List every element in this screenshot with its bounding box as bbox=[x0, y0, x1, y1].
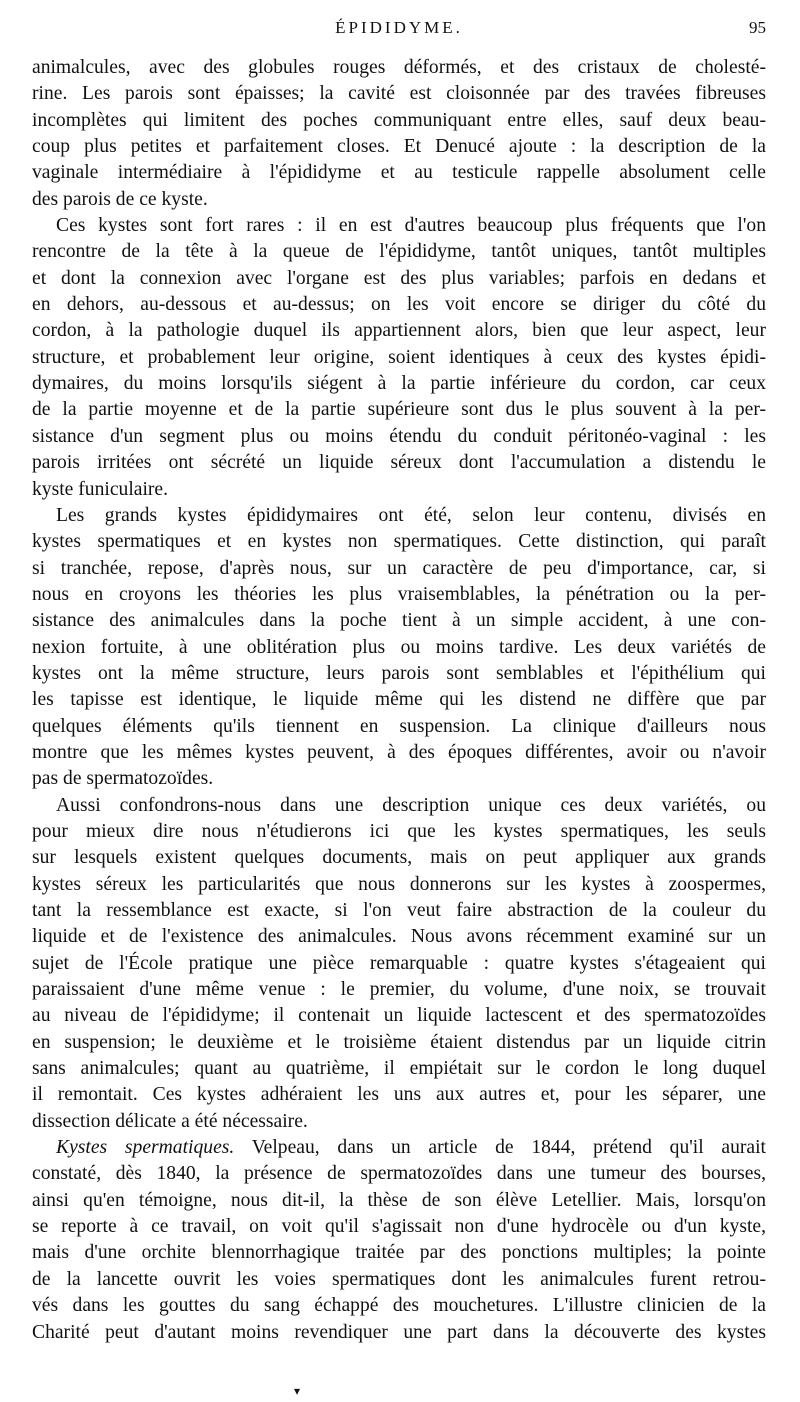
text-line bbox=[32, 582, 766, 608]
text-line bbox=[32, 819, 766, 845]
text-line-content: incomplètes qui limitent des poches communiquant entre elles, sauf deux beau- bbox=[32, 109, 766, 131]
text-line bbox=[32, 477, 766, 503]
text-line bbox=[32, 1293, 766, 1319]
text-line-content: nexion fortuite, à une oblitération plus ou moins tardive. Les deux variétés de bbox=[32, 636, 766, 658]
text-line bbox=[32, 318, 766, 344]
text-line bbox=[32, 1188, 766, 1214]
text-line-content: nous en croyons les théories les plus vraisemblables, la pénétration ou la per- bbox=[32, 583, 766, 605]
text-line bbox=[32, 424, 766, 450]
text-line-content: animalcules, avec des globules rouges déformés, et des cristaux de cholesté- bbox=[32, 57, 766, 78]
text-line-content: vaginale intermédiaire à l'épididyme et au testicule rappelle absolument celle bbox=[32, 162, 766, 184]
text-line-content: de la partie moyenne et de la partie supérieure sont dus le plus souvent à la per- bbox=[32, 399, 766, 421]
text-line bbox=[32, 1320, 766, 1346]
text-line-content: Ces kystes sont fort rares : il en est d'autres beaucoup plus fréquents que l'on bbox=[56, 215, 766, 237]
text-line-content: sans animalcules; quant au quatrième, il empiétait sur le cordon le long duquel bbox=[32, 1058, 766, 1080]
text-line-content: cordon, à la pathologie duquel ils appartiennent alors, bien que leur aspect, leur bbox=[32, 320, 766, 342]
text-line-content: si tranchée, repose, d'après nous, sur un caractère de peu d'importance, car, si bbox=[32, 557, 766, 579]
text-line-content: constaté, dès 1840, la présence de spermatozoïdes dans une tumeur des bourses, bbox=[32, 1163, 766, 1185]
text-line bbox=[32, 292, 766, 318]
text-line-content: les tapisse est identique, le liquide même qui les distend ne diffère que par bbox=[32, 689, 766, 711]
text-line bbox=[32, 793, 766, 819]
text-line bbox=[32, 345, 766, 371]
text-line-content: Aussi confondrons-nous dans une description unique ces deux variétés, ou bbox=[56, 794, 766, 816]
text-line-content: structure, et probablement leur origine, soient identiques à ceux des kystes épidi- bbox=[32, 346, 766, 368]
text-line-content: quelques éléments qu'ils tiennent en suspension. La clinique d'ailleurs nous bbox=[32, 715, 766, 737]
body-text bbox=[32, 55, 766, 1346]
text-line-content: de la lancette ouvrit les voies spermatiques dont les animalcules furent retrou- bbox=[32, 1268, 766, 1290]
text-line bbox=[32, 1082, 766, 1108]
text-line bbox=[32, 766, 766, 792]
text-line bbox=[32, 450, 766, 476]
text-line bbox=[32, 898, 766, 924]
text-line bbox=[32, 1161, 766, 1187]
text-line-content: des parois de ce kyste. bbox=[32, 188, 208, 210]
text-line bbox=[32, 187, 766, 213]
text-line-content: pour mieux dire nous n'étudierons ici que les kystes spermatiques, les seuls bbox=[32, 820, 766, 842]
text-line bbox=[32, 845, 766, 871]
text-line bbox=[32, 1030, 766, 1056]
text-line-content: mais d'une orchite blennorrhagique traitée par des ponctions multiples; la pointe bbox=[32, 1242, 766, 1264]
text-line-content: Charité peut d'autant moins revendiquer une part dans la découverte des kystes bbox=[32, 1321, 766, 1343]
text-line-content: kystes ont la même structure, leurs parois sont semblables et l'épithélium qui bbox=[32, 662, 766, 684]
text-line bbox=[32, 1003, 766, 1029]
text-line-content: vés dans les gouttes du sang échappé des mouchetures. L'illustre clinicien de la bbox=[32, 1295, 766, 1317]
text-line bbox=[32, 397, 766, 423]
running-title: ÉPIDIDYME. bbox=[335, 18, 463, 37]
text-line bbox=[32, 160, 766, 186]
text-line-content: se reporte à ce travail, on voit qu'il s'agissait non d'une hydrocèle ou d'un kyste, bbox=[32, 1216, 766, 1238]
text-line bbox=[32, 872, 766, 898]
text-line-content: et dont la connexion avec l'organe est des plus variables; parfois en dedans et bbox=[32, 267, 766, 289]
text-line-content: au niveau de l'épididyme; il contenait un liquide lactescent et des spermatozoïdes bbox=[32, 1005, 766, 1027]
text-line-content: paraissaient d'une même venue : le premier, du volume, d'une noix, se trouvait bbox=[32, 979, 766, 1001]
text-line-content: parois irritées ont sécrété un liquide séreux dont l'accumulation a distendu le bbox=[32, 452, 766, 474]
text-line-content: kystes spermatiques et en kystes non spermatiques. Cette distinction, qui paraît bbox=[32, 531, 766, 553]
text-line-content: sujet de l'École pratique une pièce remarquable : quatre kystes s'étageaient qui bbox=[32, 952, 766, 974]
text-line bbox=[32, 1267, 766, 1293]
text-line bbox=[32, 714, 766, 740]
text-line-content: pas de spermatozoïdes. bbox=[32, 768, 214, 790]
text-line bbox=[32, 1056, 766, 1082]
footer-mark: ▾ bbox=[294, 1384, 301, 1398]
section-heading: Kystes spermatiques. bbox=[56, 1137, 235, 1159]
text-line bbox=[32, 635, 766, 661]
text-line-content: kystes séreux les particularités que nous donnerons sur les kystes à zoospermes, bbox=[32, 873, 766, 895]
text-line bbox=[32, 239, 766, 265]
text-line-content: tant la ressemblance est exacte, si l'on veut faire abstraction de la couleur du bbox=[32, 900, 766, 921]
text-line-content: ainsi qu'en témoigne, nous dit-il, la thèse de son élève Letellier. Mais, lorsqu'on bbox=[32, 1189, 766, 1211]
text-line-content: il remontait. Ces kystes adhéraient les uns aux autres et, pour les séparer, une bbox=[32, 1084, 766, 1106]
text-line bbox=[32, 687, 766, 713]
text-line-content: dymaires, du moins lorsqu'ils siégent à la partie inférieure du cordon, car ceux bbox=[32, 373, 766, 395]
text-line bbox=[32, 371, 766, 397]
text-line bbox=[32, 55, 766, 81]
text-line bbox=[32, 1109, 766, 1135]
text-line bbox=[32, 951, 766, 977]
text-line-content: liquide et de l'existence des animalcules. Nous avons récemment examiné sur un bbox=[32, 926, 766, 948]
text-line-content: sur lesquels existent quelques documents, mais on peut appliquer aux grands bbox=[32, 847, 766, 869]
text-line bbox=[32, 503, 766, 529]
text-line-content: en suspension; le deuxième et le troisième étaient distendus par un liquide citrin bbox=[32, 1031, 766, 1053]
text-line bbox=[32, 529, 766, 555]
text-line bbox=[32, 1135, 766, 1161]
text-line-content: rencontre de la tête à la queue de l'épididyme, tantôt uniques, tantôt multiples bbox=[32, 241, 766, 263]
text-line-content: dissection délicate a été nécessaire. bbox=[32, 1110, 308, 1132]
running-head bbox=[32, 18, 766, 48]
text-line-content: coup plus petites et parfaitement closes. Et Denucé ajoute : la description de la bbox=[32, 136, 766, 158]
text-line bbox=[32, 108, 766, 134]
text-line-content: rine. Les parois sont épaisses; la cavité est cloisonnée par des travées fibreuses bbox=[32, 83, 766, 105]
text-line bbox=[32, 1214, 766, 1240]
text-line-content: montre que les mêmes kystes peuvent, à des époques différentes, avoir ou n'avoir bbox=[32, 741, 766, 763]
text-line bbox=[32, 556, 766, 582]
text-line bbox=[32, 1240, 766, 1266]
text-line-content: sistance d'un segment plus ou moins étendu du conduit péritonéo-vaginal : les bbox=[32, 425, 766, 447]
text-line bbox=[32, 924, 766, 950]
text-line-content: Velpeau, dans un article de 1844, prétend qu'il aurait bbox=[251, 1137, 766, 1159]
text-line bbox=[32, 81, 766, 107]
text-line-content: en dehors, au-dessous et au-dessus; on les voit encore se diriger du côté du bbox=[32, 294, 766, 316]
page-number: 95 bbox=[749, 18, 766, 37]
text-line bbox=[32, 740, 766, 766]
text-line-content: kyste funiculaire. bbox=[32, 478, 169, 500]
text-line bbox=[32, 977, 766, 1003]
text-line bbox=[32, 213, 766, 239]
text-line-content: sistance des animalcules dans la poche tient à un simple accident, à une con- bbox=[32, 610, 766, 632]
text-line bbox=[32, 134, 766, 160]
text-line-content: Les grands kystes épididymaires ont été, selon leur contenu, divisés en bbox=[56, 504, 766, 526]
text-line bbox=[32, 661, 766, 687]
text-line bbox=[32, 266, 766, 292]
text-line bbox=[32, 608, 766, 634]
